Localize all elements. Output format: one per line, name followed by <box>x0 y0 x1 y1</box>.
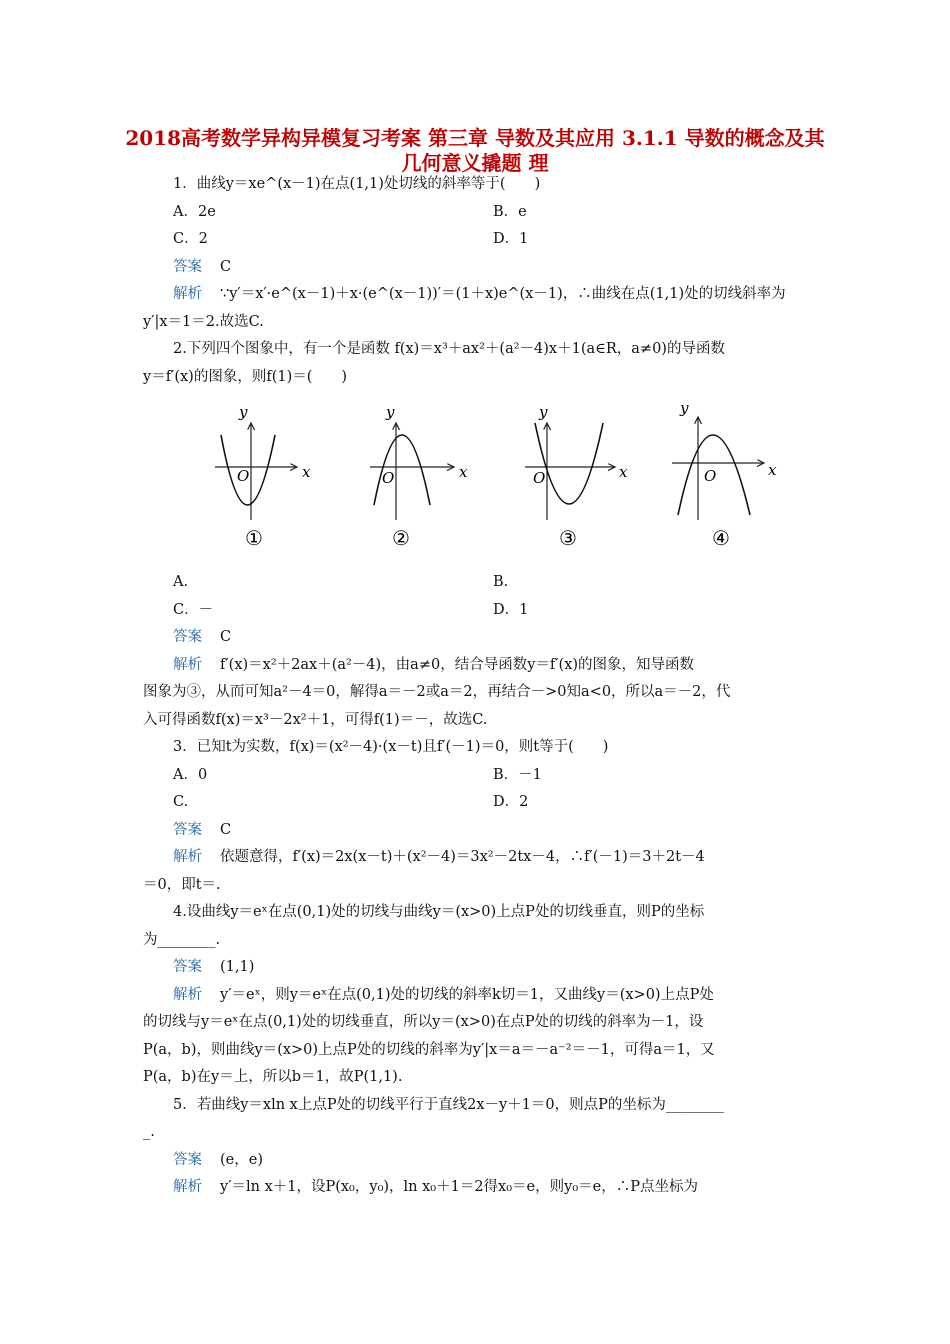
q3-option-b: B．－1 <box>493 766 542 783</box>
q1-options-row-1 <box>143 199 813 227</box>
q2-analysis-2: 图象为③，从而可知a²－4＝0，解得a＝－2或a＝2，再结合－>0知a<0，所以a＝－2，代 <box>143 684 731 700</box>
q3-answer-line <box>143 817 813 845</box>
q2-analysis-line-1 <box>143 652 813 680</box>
q2-stem-1: 2.下列四个图象中，有一个是函数 f(x)＝x³＋ax²＋(a²－4)x＋1(a∈R，a≠0)的导函数 <box>173 341 725 357</box>
q2-analysis-3: 入可得函数f(x)＝x³－2x²＋1，可得f(1)＝－，故选C. <box>143 711 488 728</box>
q1-option-c: C．2 <box>173 231 208 247</box>
q4-answer-line <box>143 954 813 982</box>
q4-analysis-4: P(a，b)在y＝上，所以b＝1，故P(1,1). <box>143 1069 403 1085</box>
answer-tag: 答案 <box>173 1151 202 1168</box>
q1-answer: C <box>220 258 232 275</box>
graph-1-x-label: x <box>302 463 311 481</box>
graph-2 <box>370 403 468 550</box>
q4-analysis-line-1 <box>143 982 813 1010</box>
q2-graphs-svg <box>207 395 807 565</box>
answer-tag: 答案 <box>173 959 202 975</box>
q3-option-a: A．0 <box>173 766 208 783</box>
answer-tag: 答案 <box>173 258 202 275</box>
q1-option-d: D．1 <box>493 231 529 247</box>
q1-stem: 1．曲线y＝xe^(x－1)在点(1,1)处切线的斜率等于( ) <box>173 176 541 192</box>
graph-2-x-label: x <box>459 463 468 481</box>
graph-2-origin: O <box>382 469 395 487</box>
graph-4-label: ④ <box>712 526 730 550</box>
q5-answer: (e，e) <box>220 1151 263 1168</box>
graph-3 <box>525 403 628 550</box>
q5-stem-2: _. <box>143 1124 155 1140</box>
graph-1 <box>215 403 311 550</box>
graph-4 <box>672 399 777 550</box>
graph-2-label: ② <box>392 526 410 550</box>
q2-options-row-1 <box>143 569 813 597</box>
analysis-tag: 解析 <box>173 656 202 673</box>
q5-stem-1: 5．若曲线y＝xln x上点P处的切线平行于直线2x－y＋1＝0，则点P的坐标为________ <box>173 1096 724 1113</box>
q2-option-a: A. <box>173 574 189 590</box>
graph-3-label: ③ <box>559 526 577 550</box>
answer-tag: 答案 <box>173 821 202 838</box>
q2-answer-line <box>143 624 813 652</box>
q3-options-row-1 <box>143 762 813 790</box>
q3-analysis-1: 依题意得，f′(x)＝2x(x－t)＋(x²－4)＝3x²－2tx－4，∴f′(－1)＝3＋2t－4 <box>220 849 705 865</box>
graph-4-x-label: x <box>768 461 777 479</box>
q4-answer: (1,1) <box>220 959 255 975</box>
q2-analysis-1: f′(x)＝x²＋2ax＋(a²－4)，由a≠0，结合导函数y＝f′(x)的图象，知导函数 <box>220 656 695 673</box>
q3-option-d: D．2 <box>493 794 529 810</box>
q3-option-c: C. <box>173 794 189 810</box>
graph-2-y-label: y <box>386 403 395 421</box>
q1-options-row-2 <box>143 226 813 254</box>
q4-stem-1: 4.设曲线y＝eˣ在点(0,1)处的切线与曲线y＝(x>0)上点P处的切线垂直，则P的坐标 <box>173 904 705 920</box>
q2-stem-2: y＝f′(x)的图象，则f(1)＝( ) <box>143 368 348 385</box>
analysis-tag: 解析 <box>173 286 202 302</box>
q4-analysis-3: P(a，b)，则曲线y＝(x>0)上点P处的切线的斜率为y′|x＝a＝－a⁻²＝－1，可得a＝1，又 <box>143 1041 715 1058</box>
graph-3-curve <box>535 423 603 504</box>
graph-1-label: ① <box>245 526 263 550</box>
q4-analysis-2: 的切线与y＝eˣ在点(0,1)处的切线垂直，所以y＝(x>0)在点P处的切线的斜率为－1，设 <box>143 1014 704 1030</box>
analysis-tag: 解析 <box>173 1179 202 1195</box>
q2-option-d: D．1 <box>493 601 529 618</box>
q3-analysis-2: ＝0，即t＝. <box>143 876 221 893</box>
q1-answer-line <box>143 254 813 282</box>
graph-3-y-label: y <box>539 403 548 421</box>
q4-stem-2: 为________. <box>143 931 221 948</box>
q5-analysis-line-1 <box>143 1174 813 1202</box>
graph-4-y-label: y <box>680 399 689 417</box>
q3-options-row-2 <box>143 789 813 817</box>
q1-option-a: A．2e <box>173 203 216 220</box>
q3-stem: 3．已知t为实数，f(x)＝(x²－4)·(x－t)且f′(－1)＝0，则t等于( ) <box>173 739 609 755</box>
q3-answer: C <box>220 821 232 838</box>
q4-analysis-1: y′＝eˣ，则y＝eˣ在点(0,1)处的切线的斜率k切＝1，又曲线y＝(x>0)上点P处 <box>220 986 714 1003</box>
answer-tag: 答案 <box>173 629 202 645</box>
graph-4-origin: O <box>704 467 717 485</box>
q5-answer-line <box>143 1147 813 1175</box>
graph-1-y-label: y <box>239 403 248 421</box>
q5-analysis-1: y′＝ln x＋1，设P(x₀，y₀)，ln x₀＋1＝2得x₀＝e，则y₀＝e，∴P点坐标为 <box>220 1179 698 1195</box>
graph-3-x-label: x <box>619 463 628 481</box>
analysis-tag: 解析 <box>173 986 202 1003</box>
q3-analysis-line-1 <box>143 844 813 872</box>
q2-answer: C <box>220 629 232 645</box>
graph-3-origin: O <box>533 469 546 487</box>
q1-analysis-1: ∵y′＝x′·e^(x－1)＋x·(e^(x－1))′＝(1＋x)e^(x－1)，∴曲线在点(1,1)处的切线斜率为 <box>220 286 786 302</box>
analysis-tag: 解析 <box>173 849 202 865</box>
document-body <box>143 171 813 1202</box>
q2-option-c: C．－ <box>173 601 214 618</box>
q1-option-b: B．e <box>493 203 527 220</box>
q2-graphs-figure <box>207 395 807 565</box>
graph-1-origin: O <box>237 467 250 485</box>
q2-option-b: B. <box>493 574 509 590</box>
q1-analysis-2: y′|x＝1＝2.故选C. <box>143 313 264 330</box>
q2-options-row-2 <box>143 597 813 625</box>
q1-analysis-line-1 <box>143 281 813 309</box>
page-title: 2018高考数学异构异模复习考案 第三章 导数及其应用 3.1.1 导数的概念及其几何意义撬题 理 <box>125 126 825 175</box>
